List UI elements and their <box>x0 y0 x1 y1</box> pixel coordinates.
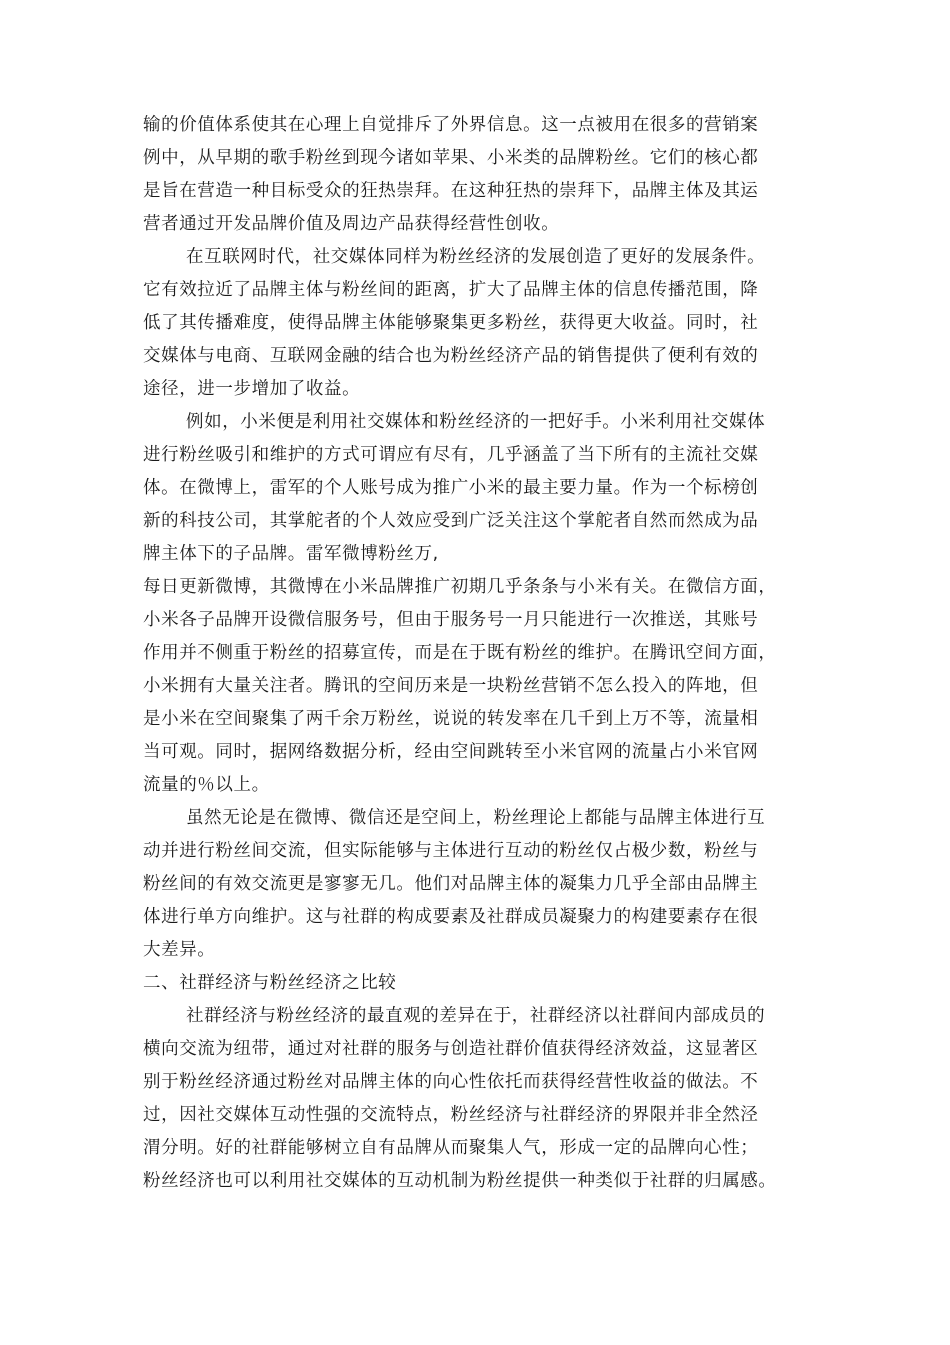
section-heading: 二、社群经济与粉丝经济之比较 <box>143 973 397 993</box>
text-line: 大差异。 <box>143 940 216 960</box>
text-line: 别于粉丝经济通过粉丝对品牌主体的向心性依托而获得经营性收益的做法。不 <box>143 1072 759 1092</box>
text-line: 进行粉丝吸引和维护的方式可谓应有尽有，几乎涵盖了当下所有的主流社交媒 <box>143 445 759 465</box>
text-line: 体进行单方向维护。这与社群的构成要素及社群成员凝聚力的构建要素存在很 <box>143 907 759 927</box>
text-line: 小米拥有大量关注者。腾讯的空间历来是一块粉丝营销不怎么投入的阵地，但 <box>143 676 759 696</box>
text-line: 途径，进一步增加了收益。 <box>143 379 361 399</box>
text-line: 流量的％以上。 <box>143 775 270 795</box>
text-line: 营者通过开发品牌价值及周边产品获得经营性创收。 <box>143 214 560 234</box>
text-line: 当可观。同时，据网络数据分析，经由空间跳转至小米官网的流量占小米官网 <box>143 742 759 762</box>
text-line: 低了其传播难度，使得品牌主体能够聚集更多粉丝，获得更大收益。同时，社 <box>143 313 759 333</box>
text-line: 体。在微博上，雷军的个人账号成为推广小米的最主要力量。作为一个标榜创 <box>143 478 759 498</box>
text-line: 渭分明。好的社群能够树立自有品牌从而聚集人气，形成一定的品牌向心性； <box>143 1138 759 1158</box>
paragraph-first-line: 例如，小米便是利用社交媒体和粉丝经济的一把好手。小米利用社交媒体 <box>186 412 766 432</box>
text-line: 横向交流为纽带，通过对社群的服务与创造社群价值获得经济效益，这显著区 <box>143 1039 759 1059</box>
text-line: 每日更新微博，其微博在小米品牌推广初期几乎条条与小米有关。在微信方面， <box>143 577 777 597</box>
text-line: 例中，从早期的歌手粉丝到现今诸如苹果、小米类的品牌粉丝。它们的核心都 <box>143 148 759 168</box>
text-line: 过，因社交媒体互动性强的交流特点，粉丝经济与社群经济的界限并非全然泾 <box>143 1105 759 1125</box>
text-line: 它有效拉近了品牌主体与粉丝间的距离，扩大了品牌主体的信息传播范围，降 <box>143 280 759 300</box>
paragraph-first-line: 社群经济与粉丝经济的最直观的差异在于，社群经济以社群间内部成员的 <box>186 1006 766 1026</box>
text-line: 作用并不侧重于粉丝的招募宣传，而是在于既有粉丝的维护。在腾讯空间方面， <box>143 643 777 663</box>
paragraph-first-line: 在互联网时代，社交媒体同样为粉丝经济的发展创造了更好的发展条件。 <box>186 247 766 267</box>
text-line: 小米各子品牌开设微信服务号，但由于服务号一月只能进行一次推送，其账号 <box>143 610 759 630</box>
text-line: 新的科技公司，其掌舵者的个人效应受到广泛关注这个掌舵者自然而然成为品 <box>143 511 759 531</box>
text-line: 动并进行粉丝间交流，但实际能够与主体进行互动的粉丝仅占极少数，粉丝与 <box>143 841 759 861</box>
paragraph-first-line: 虽然无论是在微博、微信还是空间上，粉丝理论上都能与品牌主体进行互 <box>186 808 766 828</box>
text-line: 输的价值体系使其在心理上自觉排斥了外界信息。这一点被用在很多的营销案 <box>143 115 759 135</box>
text-line: 牌主体下的子品牌。雷军微博粉丝万, <box>143 544 439 564</box>
text-line: 是小米在空间聚集了两千余万粉丝，说说的转发率在几千到上万不等，流量相 <box>143 709 759 729</box>
text-line: 粉丝经济也可以利用社交媒体的互动机制为粉丝提供一种类似于社群的归属感。 <box>143 1171 777 1191</box>
text-line: 粉丝间的有效交流更是寥寥无几。他们对品牌主体的凝集力几乎全部由品牌主 <box>143 874 759 894</box>
text-line: 是旨在营造一种目标受众的狂热崇拜。在这种狂热的崇拜下，品牌主体及其运 <box>143 181 759 201</box>
text-line: 交媒体与电商、互联网金融的结合也为粉丝经济产品的销售提供了便利有效的 <box>143 346 759 366</box>
